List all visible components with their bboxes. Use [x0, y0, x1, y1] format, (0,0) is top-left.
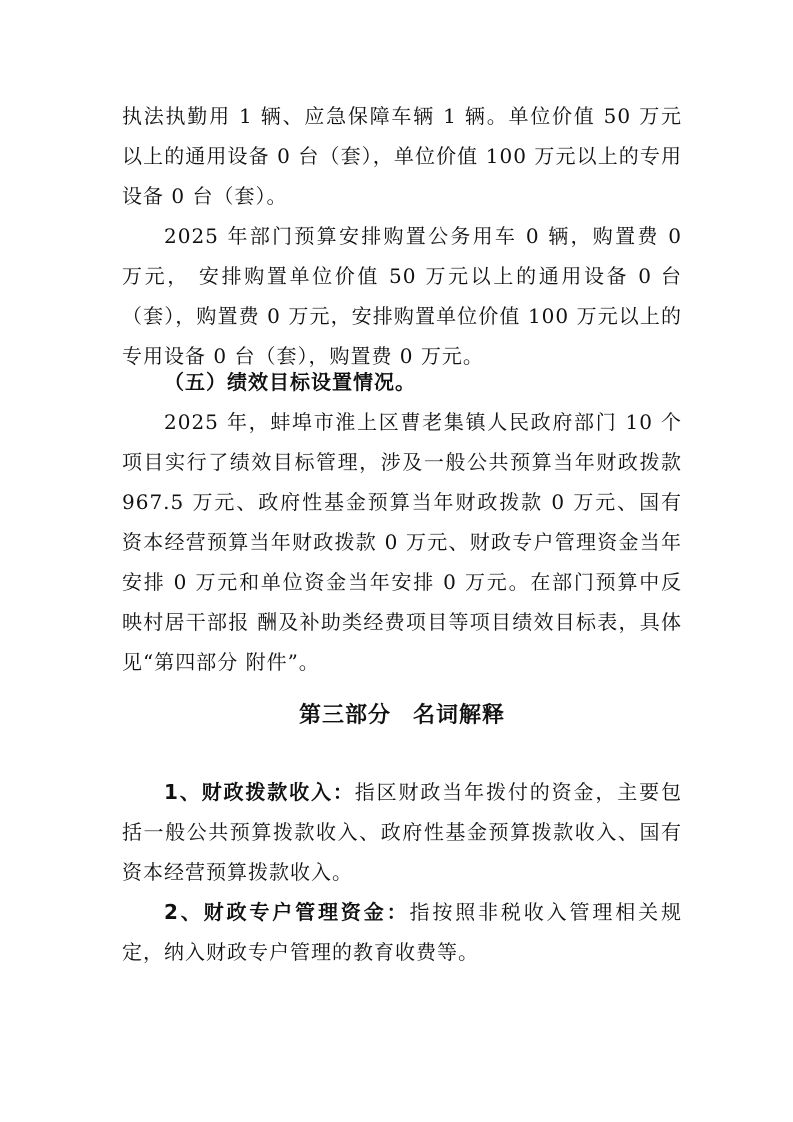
term-label: 1、财政拨款收入：	[164, 780, 355, 804]
paragraph-vehicles-equipment	[122, 96, 682, 216]
paragraph-text: 2025 年，蚌埠市淮上区曹老集镇人民政府部门 10 个项目实行了绩效目标管理，涉及一般公共预算当年财政拨款 967.5 万元、政府性基金预算当年财政拨款 0 万元、国有资本经营预算当年财政拨款 0 万元、财政专户管理资金当年安排 0 万元和单位资金当年安排 0 万元。在部门预算中反映村居干部报 酬及补助类经费项目等项目绩效目标表，具体见“第四部分 附件”。	[122, 410, 682, 674]
term-text: 指区财政当年拨付的资金，主要包括一般公共预算拨款收入、政府性基金预算拨款收入、国有资本经营预算拨款收入。	[122, 780, 683, 884]
term-definition-special-account-funds	[122, 892, 682, 972]
paragraph-text: 2025 年部门预算安排购置公务用车 0 辆，购置费 0 万元， 安排购置单位价值 50 万元以上的通用设备 0 台（套），购置费 0 万元，安排购置单位价值 100 万元以上的专用设备 0 台（套），购置费 0 万元。	[122, 224, 682, 368]
paragraph-performance-goals	[122, 402, 682, 682]
part-three-title	[122, 696, 682, 736]
term-text: 指按照非税收入管理相关规定，纳入财政专户管理的教育收费等。	[122, 900, 683, 964]
section-heading-text: （五）绩效目标设置情况。	[164, 370, 416, 394]
part-three-title-name: 名词解释	[413, 703, 506, 728]
term-definition-fiscal-appropriation	[122, 772, 682, 892]
section-heading-performance-goals	[122, 362, 682, 402]
paragraph-purchase-budget	[122, 216, 682, 376]
part-three-title-number: 第三部分	[298, 703, 391, 728]
paragraph-text: 执法执勤用 1 辆、应急保障车辆 1 辆。单位价值 50 万元以上的通用设备 0 台（套），单位价值 100 万元以上的专用设备 0 台（套）。	[122, 104, 682, 208]
term-label: 2、财政专户管理资金：	[164, 900, 410, 924]
